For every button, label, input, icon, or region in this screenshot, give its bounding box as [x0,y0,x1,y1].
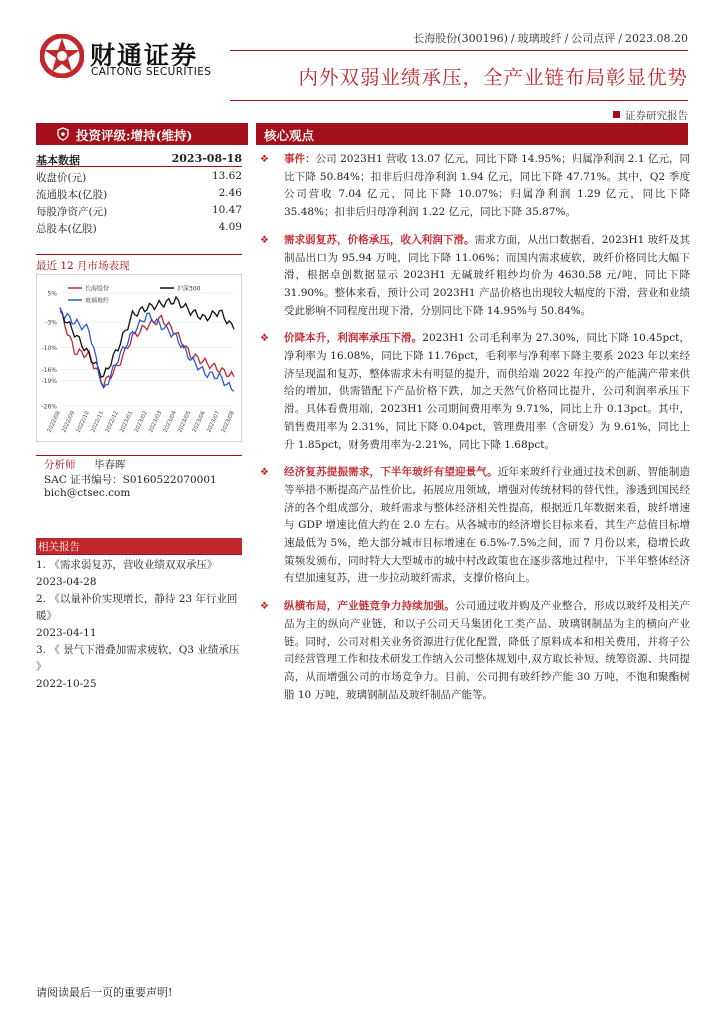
related-report-date: 2023-04-11 [36,627,97,639]
data-label: 总股本(亿股) [36,223,97,235]
basic-data-panel [36,150,242,272]
diamond-bullet-icon: ❖ [260,601,269,613]
diamond-bullet-icon: ❖ [260,154,269,165]
basic-data-row [36,184,242,201]
market-performance-chart [36,274,242,442]
data-value: 2.46 [218,187,242,199]
core-view-title: 核心观点 [264,128,315,143]
basic-data-title: 基本数据 [36,154,80,167]
data-value: 4.09 [218,221,242,233]
x-tick-label: 2022/09 [61,410,77,434]
company-logo [40,34,240,84]
basic-data-row [36,167,242,184]
core-view-banner [256,123,688,145]
y-tick-label: -26% [41,403,57,411]
report-type-label [613,108,688,123]
x-tick-label: 2022/11 [90,410,106,434]
logo-name-cn: 财通证券 [90,41,199,70]
paragraph-body: 公司通过收并购及产业整合，形成以玻纤及相关产品为主的纵向产业链，和以子公司天马集团化工类产品、玻璃钢制品为主的横向产业链。同时，公司对相关业务资源进行优化配置，降低了原料成本和相关费用，并将子公司经营管理工作和技术研发工作纳入公司整体规划中,双方取长补短、统筹资源、共同提高，从而增强公司的市场竞争力。目前，公司拥有玻纤纱产能 30 万吨，不饱和聚酯树脂 10 万吨，玻璃钢制品及玻纤制品产能等。 [284,600,691,701]
paragraph-lead: 需求弱复苏，价格承压，收入利润下滑。 [284,233,475,246]
x-tick-label: 2022/08 [46,410,62,434]
report-type-text: 证券研究报告 [625,110,688,122]
analyst-sac: SAC 证书编号：S0160522070001 [44,474,217,486]
square-bullet-icon [613,111,620,118]
basic-data-row [36,218,242,235]
legend-label: 玻璃玻纤 [85,297,110,305]
x-tick-label: 2023/01 [119,410,135,434]
x-tick-label: 2023/05 [177,410,193,434]
analyst-email[interactable]: bich@ctsec.com [44,487,131,499]
header-industry: 玻璃玻纤 [517,32,562,45]
paragraph-lead: 纵横布局，产业链竞争力持续加强。 [284,600,456,613]
related-reports-title: 相关报告 [36,538,242,554]
disclaimer-note: 请阅读最后一页的重要声明! [36,986,173,999]
paragraph-body: 近年来玻纤行业通过技术创新、智能制造等举措不断提高产品性价比，拓展应用领域，增强对传统材料的替代性，渗透到国民经济的各个组成部分，玻纤需求与整体经济相关性提高，根据近几年数据来看，玻纤增速与 GDP 增速比值大约在 2.0 左右。从各城市的经济增长目标来看，其生产总值目标增速最低为 5%，绝大部分城市目标增速在 6.5%-7.5%之间，而 7 月份以来，稳增长政策频发颁布，同时特大大型城市的城中村改政策也在逐步落地过程中，下半年整体经济有望加速复苏，进一步拉动玻纤需求，支撑价格向上。 [284,466,691,585]
data-label: 收盘价(元) [36,172,87,184]
y-tick-label: -16% [41,367,57,375]
header-company: 长海股份(300196) [413,32,508,45]
core-view-paragraph [258,330,690,454]
header-report-kind: 公司点评 [571,32,616,45]
analyst-divider [36,455,242,456]
related-report-text: 2. 《以量补价实现增长，静待 23 年行业回暖》 [36,593,238,622]
y-tick-label: -3% [45,319,57,327]
core-view-paragraph [258,598,690,704]
related-report-text: 1. 《需求弱复苏，营收业绩双双承压》 [36,559,218,571]
diamond-bullet-icon: ❖ [260,234,269,246]
rating-text: 投资评级:增持(维持) [76,128,193,143]
y-tick-label: -10% [41,345,57,353]
x-tick-label: 2022/12 [104,410,120,434]
header-date: 2023.08.20 [625,32,688,45]
y-tick-label: -19% [41,377,57,385]
basic-data-date: 2023-08-18 [171,152,242,165]
data-label: 流通股本(亿股) [36,189,108,201]
x-tick-label: 2023/02 [133,410,149,434]
related-report-item[interactable] [36,642,242,693]
analyst-info [44,457,242,502]
core-view-paragraph [258,464,690,588]
legend-label: 沪深300 [177,285,201,293]
analyst-role: 分析师 [44,459,76,471]
x-tick-label: 2022/10 [75,410,91,434]
related-report-item[interactable] [36,557,242,591]
shield-icon [56,127,70,141]
header-divider [230,50,688,51]
title-divider [230,100,688,101]
x-tick-label: 2023/08 [220,410,236,434]
core-view-paragraph [258,232,690,321]
basic-data-header [36,150,242,167]
logo-name-en: CAITONG SECURITIES [91,66,212,78]
related-report-date: 2023-04-28 [36,576,97,588]
related-report-item[interactable] [36,591,242,642]
header-meta: 长海股份(300196) / 玻璃玻纤 / 公司点评 / 2023.08.20 [413,32,688,45]
paragraph-lead: 经济复苏提振需求，下半年玻纤有望迎景气。 [284,466,498,479]
legend-label: 长海股份 [85,285,110,293]
diamond-bullet-icon: ❖ [260,467,269,479]
y-tick-label: 5% [47,290,57,298]
data-label: 每股净资产(元) [36,206,108,218]
x-tick-label: 2023/04 [162,410,178,434]
paragraph-body: 需求方面，从出口数据看，2023H1 玻纤及其制品出口为 95.94 万吨，同比下降 11.06%；而国内需求疲软，玻纤价格同比大幅下滑，根据卓创数据显示 2023H1 无碱玻纤粗纱均价为 4630.58 元/吨，同比下降 31.90%。整体来看，预计公司 2023H1 产品价格也出现较大幅度的下滑，营业和业绩受此影响不同程度出现下滑，分别同比下降 14.95%与 50.84%。 [284,233,690,317]
paragraph-body: 公司 2023H1 营收 13.07 亿元，同比下降 14.95%；归属净利润 2.1 亿元，同比下降 50.84%；扣非后归母净利润 1.94 亿元，同比下降 47.71%。其中，Q2 季度公司营收 7.04 亿元，同比下降 10.07%；归属净利润 1.29 亿元，同比下降 35.48%；扣非后归母净利润 1.22 亿元，同比下降 35.87%。 [284,153,691,219]
caitong-logo-icon [40,34,84,78]
diamond-bullet-icon: ❖ [260,333,269,345]
x-tick-label: 2023/03 [148,410,164,434]
core-view-content [258,151,690,714]
paragraph-body: 2023H1 公司毛利率为 27.30%，同比下降 10.45pct，净利率为 16.08%，同比下降 11.76pct，毛利率与净利率下降主要系 2023 年以来经济呈现温和复苏，整体需求未有明显的提升，而供给端 2022 年投产的产能满产带来供给的增加，供需错配下产品价格下跌，加之天然气价格同比提升，公司利润率承压下滑。具体看费用端，2023H1 公司期间费用率为 9.71%，同比上升 0.13pct。其中，销售费用率为 2.31%，同比下降 0.04pct，管理费用率（含研发）为 9.61%，同比上升 1.85pct，财务费用率为-2.21%，同比下降 1.68pct。 [284,332,690,451]
market-performance-title: 最近 12 月市场表现 [36,254,242,273]
data-value: 13.62 [211,170,242,182]
analyst-name: 毕春晖 [94,459,126,471]
core-view-paragraph [258,151,690,222]
x-tick-label: 2023/07 [206,410,222,434]
related-report-date: 2022-10-25 [36,678,97,690]
paragraph-lead: 事件： [284,153,316,165]
data-value: 10.47 [211,204,242,216]
report-title: 内外双弱业绩承压，全产业链布局彰显优势 [298,66,688,89]
related-divider [36,554,242,555]
x-tick-label: 2023/06 [191,410,207,434]
related-reports-list [36,557,242,693]
rating-banner [36,123,248,145]
related-report-text: 3. 《 景气下滑叠加需求疲软，Q3 业绩承压 》 [36,644,240,673]
paragraph-lead: 价降本升，利润率承压下滑。 [284,332,423,345]
basic-data-row [36,201,242,218]
